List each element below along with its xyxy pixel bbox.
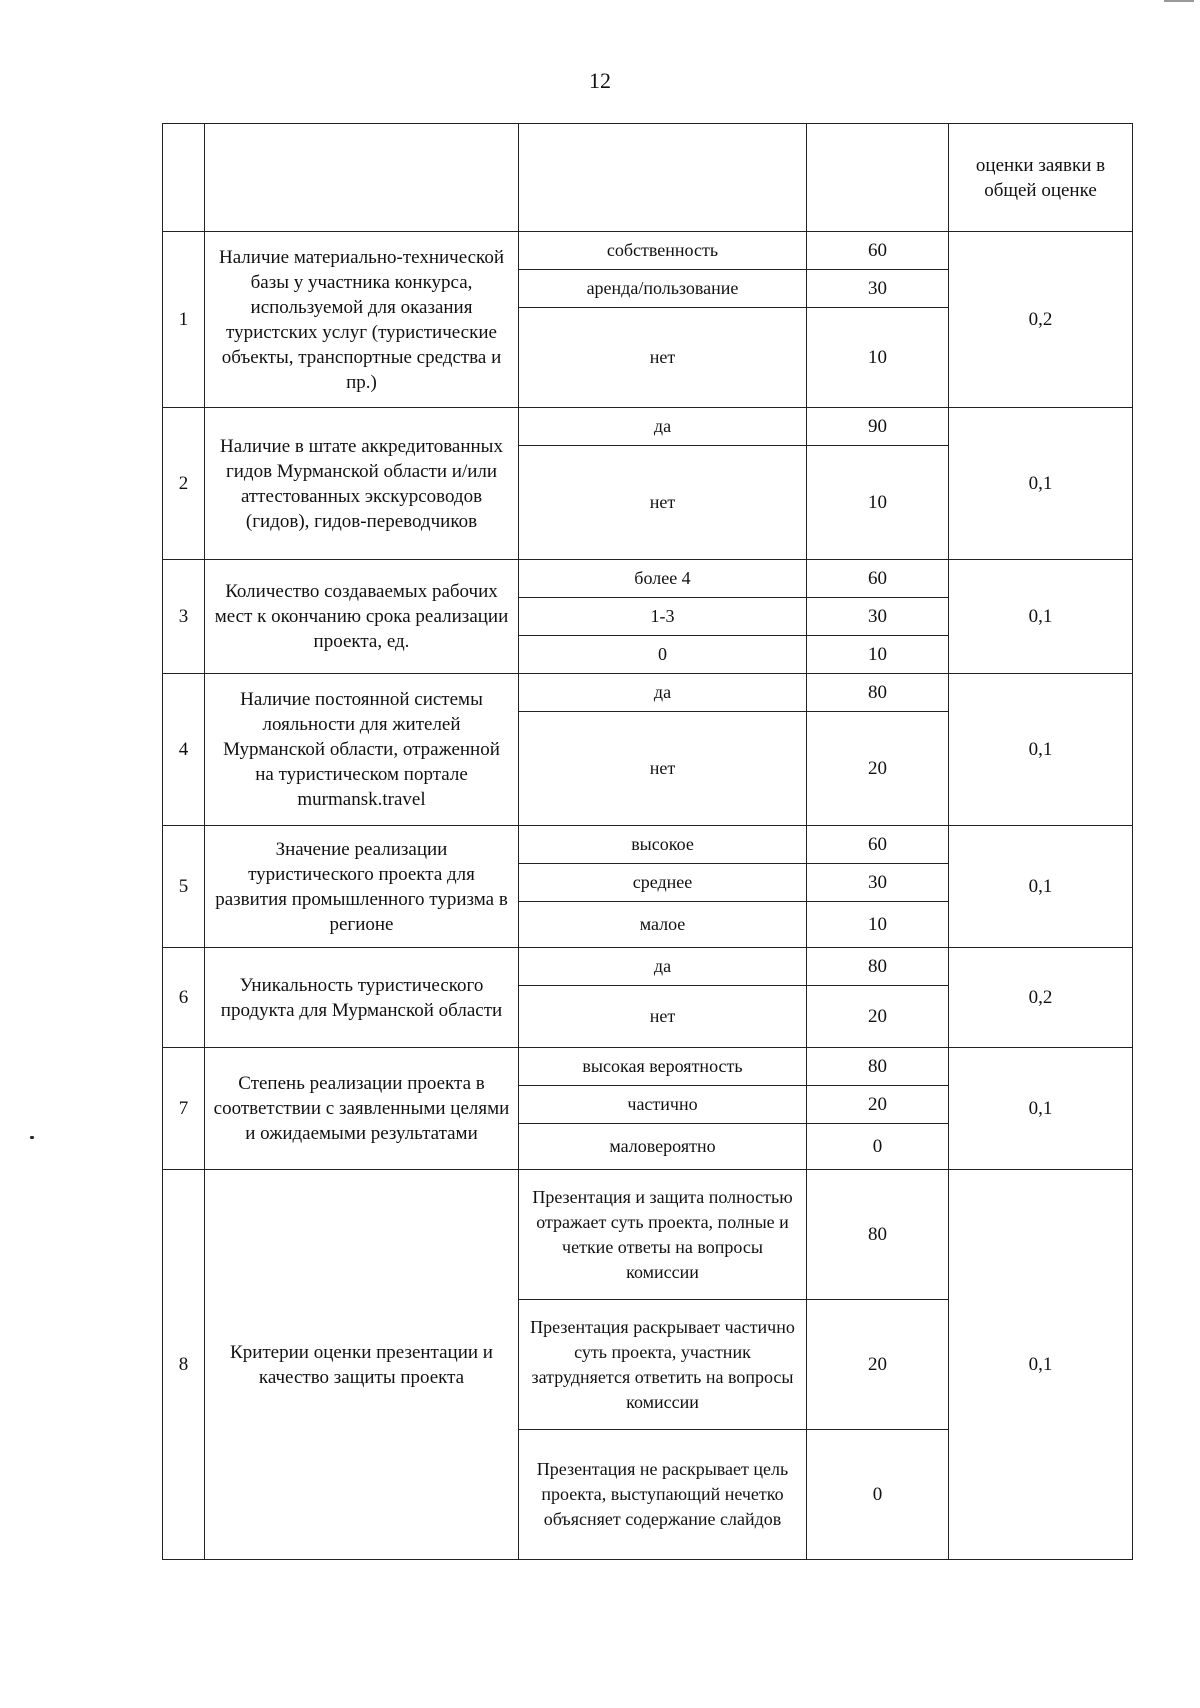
option-score: 10: [807, 902, 949, 948]
option-label: малое: [519, 902, 807, 948]
criterion-name: Количество создаваемых рабочих мест к окончанию срока реализации проекта, ед.: [205, 560, 519, 674]
option-score: 60: [807, 232, 949, 270]
option-label: нет: [519, 712, 807, 826]
option-score: 10: [807, 446, 949, 560]
row-number: 6: [163, 948, 205, 1048]
criterion-weight: 0,2: [949, 948, 1133, 1048]
option-score: 30: [807, 864, 949, 902]
criteria-row: [163, 674, 1133, 712]
criterion-weight: 0,1: [949, 674, 1133, 826]
criteria-row: [163, 1170, 1133, 1300]
option-score: 20: [807, 1086, 949, 1124]
option-score: 60: [807, 560, 949, 598]
row-number: 2: [163, 408, 205, 560]
option-score: 80: [807, 674, 949, 712]
row-number: 3: [163, 560, 205, 674]
scan-artifact-dot: [30, 1136, 34, 1139]
page-number: 12: [589, 68, 611, 93]
criterion-name: Наличие постоянной системы лояльности для жителей Мурманской области, отраженной на туристическом портале murmansk.travel: [205, 674, 519, 826]
criteria-row: [163, 826, 1133, 864]
option-score: 90: [807, 408, 949, 446]
header-cell-number: [163, 124, 205, 232]
option-label: высокое: [519, 826, 807, 864]
header-cell-criterion: [205, 124, 519, 232]
criteria-table: [162, 123, 1133, 1560]
option-score: 30: [807, 598, 949, 636]
criterion-name: Степень реализации проекта в соответствии с заявленными целями и ожидаемыми результатами: [205, 1048, 519, 1170]
criteria-row: [163, 560, 1133, 598]
row-number: 7: [163, 1048, 205, 1170]
criteria-row: [163, 232, 1133, 270]
row-number: 1: [163, 232, 205, 408]
option-score: 0: [807, 1430, 949, 1560]
option-label: да: [519, 674, 807, 712]
option-score: 80: [807, 1170, 949, 1300]
row-number: 4: [163, 674, 205, 826]
criteria-row: [163, 1048, 1133, 1086]
option-score: 30: [807, 270, 949, 308]
option-label: Презентация и защита полностью отражает суть проекта, полные и четкие ответы на вопросы комиссии: [519, 1170, 807, 1300]
option-score: 20: [807, 986, 949, 1048]
criterion-name: Значение реализации туристического проекта для развития промышленного туризма в регионе: [205, 826, 519, 948]
option-label: маловероятно: [519, 1124, 807, 1170]
option-label: Презентация раскрывает частично суть проекта, участник затрудняется ответить на вопросы комиссии: [519, 1300, 807, 1430]
criteria-row: [163, 948, 1133, 986]
criterion-weight: 0,1: [949, 408, 1133, 560]
criteria-row: [163, 408, 1133, 446]
option-label: частично: [519, 1086, 807, 1124]
header-cell-option: [519, 124, 807, 232]
option-score: 0: [807, 1124, 949, 1170]
header-cell-score: [807, 124, 949, 232]
option-label: да: [519, 408, 807, 446]
criterion-weight: 0,2: [949, 232, 1133, 408]
scan-artifact-corner: [1164, 0, 1194, 2]
option-label: собственность: [519, 232, 807, 270]
row-number: 5: [163, 826, 205, 948]
criterion-name: Наличие материально-технической базы у участника конкурса, используемой для оказания туристских услуг (туристические объекты, транспортные средства и пр.): [205, 232, 519, 408]
option-score: 80: [807, 1048, 949, 1086]
option-score: 60: [807, 826, 949, 864]
option-label: нет: [519, 986, 807, 1048]
option-score: 10: [807, 308, 949, 408]
option-score: 20: [807, 1300, 949, 1430]
option-label: Презентация не раскрывает цель проекта, выступающий нечетко объясняет содержание слайдов: [519, 1430, 807, 1560]
header-row: [163, 124, 1133, 232]
option-score: 10: [807, 636, 949, 674]
option-label: нет: [519, 446, 807, 560]
option-label: аренда/пользование: [519, 270, 807, 308]
option-label: более 4: [519, 560, 807, 598]
row-number: 8: [163, 1170, 205, 1560]
criterion-weight: 0,1: [949, 1048, 1133, 1170]
option-label: нет: [519, 308, 807, 408]
criterion-name: Наличие в штате аккредитованных гидов Мурманской области и/или аттестованных экскурсоводов (гидов), гидов-переводчиков: [205, 408, 519, 560]
option-label: высокая вероятность: [519, 1048, 807, 1086]
criterion-name: Критерии оценки презентации и качество защиты проекта: [205, 1170, 519, 1560]
criterion-weight: 0,1: [949, 1170, 1133, 1560]
option-label: 1-3: [519, 598, 807, 636]
option-score: 80: [807, 948, 949, 986]
option-label: да: [519, 948, 807, 986]
criterion-name: Уникальность туристического продукта для Мурманской области: [205, 948, 519, 1048]
option-label: среднее: [519, 864, 807, 902]
header-cell-weight: оценки заявки в общей оценке: [949, 124, 1133, 232]
criterion-weight: 0,1: [949, 826, 1133, 948]
criterion-weight: 0,1: [949, 560, 1133, 674]
option-score: 20: [807, 712, 949, 826]
option-label: 0: [519, 636, 807, 674]
